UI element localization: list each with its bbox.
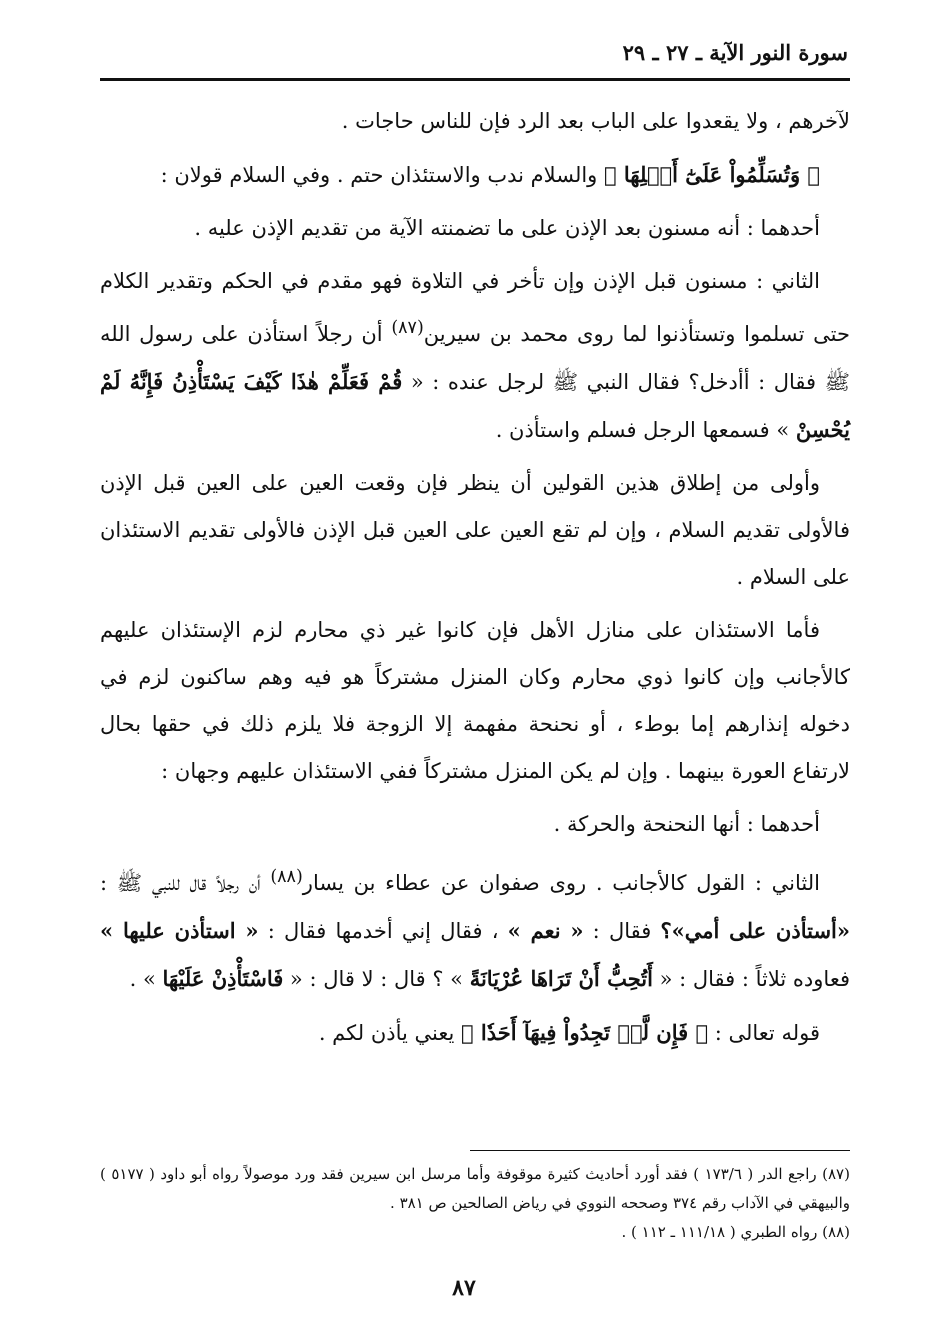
paragraph-text: » ؟ قال : لا قال : «	[283, 967, 470, 991]
paragraph-text: والسلام ندب والاستئذان حتم . وفي السلام قولان :	[160, 163, 604, 187]
hadith-quote: فَاسْتَأْذِنْ عَلَيْهَا	[162, 966, 284, 991]
paragraph-9	[100, 1009, 850, 1057]
paragraph-4	[100, 258, 850, 454]
footnote-88: (٨٨) رواه الطبري ( ١١١/١٨ ـ ١١٢ ) .	[621, 1223, 850, 1241]
paragraph-7: أحدهما : أنها النحنحة والحركة .	[553, 812, 820, 836]
footnote-rule	[470, 1150, 850, 1151]
paragraph-text: الثاني : مسنون قبل الإذن وإن تأخر في التلاوة فهو مقدم في الحكم وتقدير الكلام حتى تسلموا وتستأذنوا لما روى محمد بن سيرين	[100, 269, 850, 346]
footnote-ref-88: (٨٨)	[270, 867, 303, 887]
hadith-quote: أَتُحِبُّ أَنْ تَرَاهَا عُرْيَانَةً	[469, 966, 653, 991]
paragraph-2	[100, 151, 850, 199]
paragraph-text: أن رجلاً قال للنبي ﷺ :	[100, 871, 271, 895]
page-number: ٨٧	[452, 1275, 476, 1301]
paragraph-5: وأولى من إطلاق هذين القولين أن ينظر فإن وقعت العين على العين قبل الإذن فالأولى تقديم السلام ، وإن لم تقع العين على العين قبل الإذن فالأولى تقديم الاستئذان على السلام .	[100, 471, 850, 589]
paragraph-text: » فسمعها الرجل فسلم واستأذن .	[495, 418, 796, 442]
paragraph-text: فقال :	[583, 919, 661, 943]
footnote-ref-87: (٨٧)	[391, 318, 424, 338]
body-text	[100, 98, 850, 1057]
paragraph-8	[100, 854, 850, 1003]
paragraph-6: فأما الاستئذان على منازل الأهل فإن كانوا غير ذي محارم لزم الإستئذان عليهم كالأجانب وإن كانوا ذوي محارم وكان المنزل مشتركاً هو فيه وهم ساكنون لزم في دخوله إنذارهم إما بوطء ، أو نحنحة مفهمة إلا الزوجة فلا يلزم ذلك في حقها بحال لارتفاع العورة بينهما . وإن لم يكن المنزل مشتركاً ففي الاستئذان عليهم وجهان :	[100, 618, 850, 783]
footnotes	[100, 1160, 850, 1247]
hadith-quote: « نعم »	[507, 918, 584, 943]
paragraph-text: » .	[129, 967, 163, 991]
paragraph-text: ، فقال إني أخدمها فقال :	[258, 919, 508, 943]
header-rule	[100, 78, 850, 81]
hadith-quote: «أستأذن على أمي»؟	[660, 918, 850, 943]
paragraph-text: قوله تعالى :	[708, 1021, 820, 1045]
footnote-87: (٨٧) راجع الدر ( ١٧٣/٦ ) فقد أورد أحاديث كثيرة موقوفة وأما مرسل ابن سيرين فقد ورد موصولاً رواه أبو داود ( ٥١٧٧ ) والبيهقي في الآداب رقم ٣٧٤ وصححه النووي في رياض الصالحين ص ٣٨١ .	[100, 1165, 850, 1212]
hadith-quote: « استأذن عليها »	[100, 918, 259, 943]
paragraph-text: فعاوده ثلاثاً : فقال : «	[652, 967, 850, 991]
running-header: سورة النور الآية ـ ٢٧ ـ ٢٩	[622, 40, 848, 65]
paragraph-text: يعني يأذن لكم .	[318, 1021, 462, 1045]
hadith-quote: قُمْ فَعَلِّمْ هٰذَا كَيْفَ يَسْتَأْذِنُ فَإِنَّهُ لَمْ يُحْسِنْ	[100, 369, 850, 442]
paragraph-3: أحدهما : أنه مسنون بعد الإذن على ما تضمنته الآية من تقديم الإذن عليه .	[194, 216, 820, 240]
paragraph-1: لآخرهم ، ولا يقعدوا على الباب بعد الرد فإن للناس حاجات .	[341, 109, 850, 133]
quran-quote: ﴿ وَتُسَلِّمُواْ عَلَىٰٓ أَهۡلِهَا ﴾	[604, 162, 820, 187]
quran-quote: ﴿ فَإِن لَّمۡ تَجِدُواْ فِيهَآ أَحَدٗا ﴾	[461, 1020, 709, 1045]
paragraph-text: أن رجلاً استأذن على رسول الله ﷺ فقال : أأدخل؟ فقال النبي ﷺ لرجل عنده : «	[100, 322, 850, 394]
paragraph-text: الثاني : القول كالأجانب . روى صفوان عن عطاء بن يسار	[302, 871, 820, 895]
